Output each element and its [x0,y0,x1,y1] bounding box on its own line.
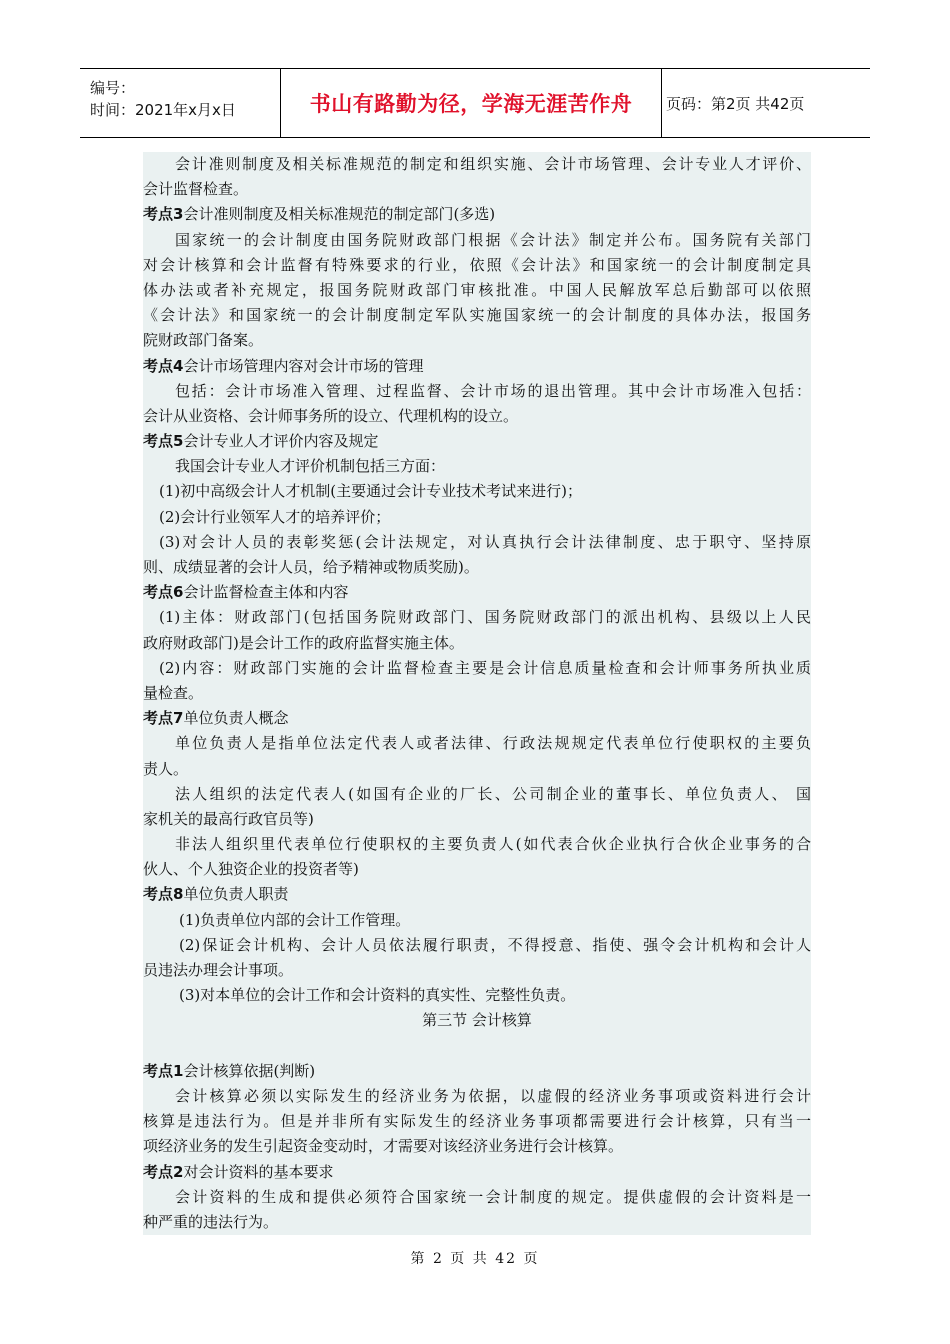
key-point-tag: 考点1 [143,1061,184,1080]
paragraph-line: 项经济业务的发生引起资金变动时，才需要对该经济业务进行会计核算。 [143,1137,624,1156]
key-point-heading [143,1059,811,1084]
paragraph-line: 《会计法》和国家统一的会计制度制定军队实施国家统一的会计制度的具体办法，报国务 [143,306,811,325]
key-point-heading [143,354,811,379]
key-point-tag: 考点2 [143,1162,184,1181]
list-item: (2)会计行业领军人才的培养评价； [159,507,391,526]
key-point-heading [143,429,811,454]
list-item: (2)保证会计机构、会计人员依法履行职责，不得授意、指使、强令会计机构和会计人 [179,935,811,954]
paragraph-line: 非法人组织里代表单位行使职权的主要负责人(如代表合伙企业执行合伙企业事务的合 [175,835,811,854]
paragraph-line: 伙人、个人独资企业的投资者等) [143,860,359,879]
key-point-title: 会计监督检查主体和内容 [183,583,349,602]
paragraph-line: 单位负责人是指单位法定代表人或者法律、行政法规规定代表单位行使职权的主要负 [175,734,811,753]
key-point-title: 会计专业人才评价内容及规定 [183,432,379,451]
key-point-title: 单位负责人职责 [183,885,289,904]
paragraph-line: 则、成绩显著的会计人员，给予精神或物质奖励)。 [143,558,479,576]
key-point-tag: 考点6 [143,583,184,602]
paragraph-line: 责人。 [143,759,189,778]
paragraph-line: 种严重的违法行为。 [143,1212,279,1231]
paragraph-line: 院财政部门备案。 [143,331,264,350]
list-item: (1)主体：财政部门(包括国务院财政部门、国务院财政部门的派出机构、县级以上人民 [159,608,811,627]
date-label: 时间：2021年x月x日 [90,101,236,119]
key-point-tag: 考点7 [143,709,184,728]
paragraph-line: 法人组织的法定代表人(如国有企业的厂长、公司制企业的董事长、单位负责人、 国 [175,784,811,803]
key-point-tag: 考点8 [143,885,184,904]
key-point-heading [143,882,811,907]
page-label: 页码：第2页 共42页 [666,94,805,113]
key-point-heading [143,706,811,731]
key-point-tag: 考点5 [143,432,184,451]
paragraph-line: 我国会计专业人才评价机制包括三方面： [175,457,446,476]
paragraph-line: 会计从业资格、会计师事务所的设立、代理机构的设立。 [143,406,519,425]
paragraph-line: 会计准则制度及相关标准规范的制定和组织实施、会计市场管理、会计专业人才评价、 [175,155,811,173]
paragraph-line: 政府财政部门)是会计工作的政府监督实施主体。 [143,633,464,652]
list-item: (1)负责单位内部的会计工作管理。 [179,910,411,929]
paragraph-line: 会计资料的生成和提供必须符合国家统一会计制度的规定。提供虚假的会计资料是一 [175,1187,811,1206]
paragraph-line: 员违法办理会计事项。 [143,961,294,979]
list-item: (3)对会计人员的表彰奖惩(会计法规定，对认真执行会计法律制度、忠于职守、坚持原 [159,532,811,551]
key-point-tag: 考点4 [143,356,184,375]
paragraph-line: 核算是违法行为。但是并非所有实际发生的经济业务事项都需要进行会计核算，只有当一 [143,1112,811,1131]
header-page-cell [662,69,874,137]
list-item: (1)初中高级会计人才机制(主要通过会计专业技术考试来进行)； [159,482,582,501]
header-motto-cell [281,69,662,137]
header-info-cell [80,69,281,137]
paragraph-line: 体办法或者补充规定，报国务院财政部门审核批准。中国人民解放军总后勤部可以依照 [143,280,811,299]
key-point-title: 会计市场管理内容对会计市场的管理 [183,356,424,375]
key-point-tag: 考点3 [143,205,184,224]
key-point-heading [143,202,811,227]
header-table [80,68,870,138]
list-item: (2)内容：财政部门实施的会计监督检查主要是会计信息质量检查和会计师事务所执业质 [159,658,811,677]
paragraph-line: 家机关的最高行政官员等) [143,809,314,828]
paragraph-line: 对会计核算和会计监督有特殊要求的行业，依照《会计法》和国家统一的会计制度制定具 [143,255,811,274]
paragraph-line: 会计核算必须以实际发生的经济业务为依据，以虚假的经济业务事项或资料进行会计 [175,1086,811,1105]
list-item: (3)对本单位的会计工作和会计资料的真实性、完整性负责。 [179,986,576,1005]
paragraph-line: 包括：会计市场准入管理、过程监督、会计市场的退出管理。其中会计市场准入包括： [175,381,811,400]
page-footer: 第 2 页 共 42 页 [410,1251,540,1267]
paragraph-line: 量检查。 [143,683,204,702]
blank-line [143,1034,811,1059]
key-point-title: 单位负责人概念 [183,709,289,728]
key-point-heading [143,580,811,605]
number-label: 编号： [90,79,136,97]
document-body [143,152,811,1235]
paragraph-line: 会计监督检查。 [143,180,249,199]
paragraph-line: 国家统一的会计制度由国务院财政部门根据《会计法》制定并公布。国务院有关部门 [175,230,811,249]
motto: 书山有路勤为径，学海无涯苦作舟 [309,92,633,116]
key-point-heading [143,1160,811,1185]
section-title: 第三节 会计核算 [422,1011,532,1030]
key-point-title: 对会计资料的基本要求 [183,1162,334,1181]
key-point-title: 会计准则制度及相关标准规范的制定部门(多选) [183,205,496,224]
key-point-title: 会计核算依据(判断) [183,1061,316,1080]
